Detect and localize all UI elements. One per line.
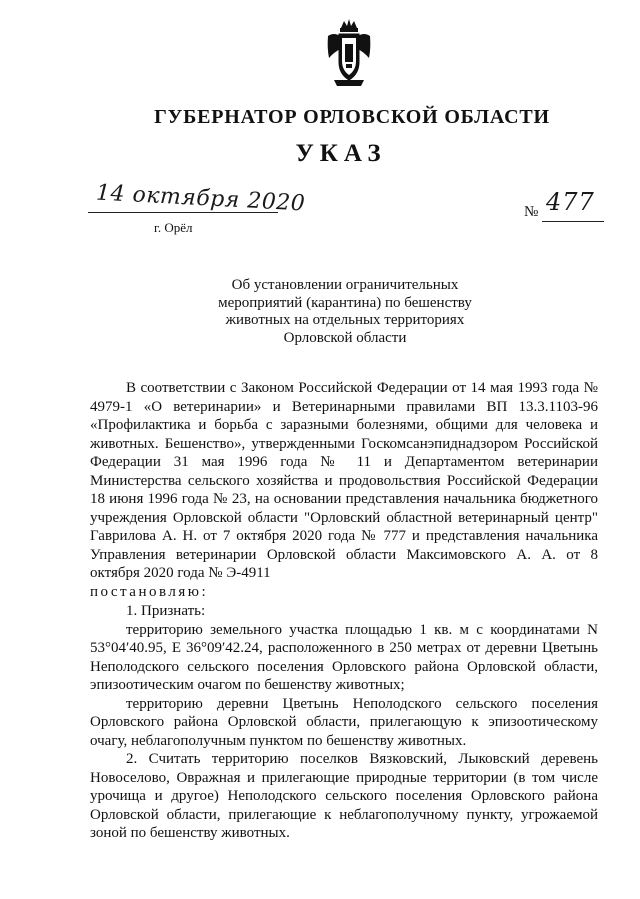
document-type: УКАЗ [295, 140, 387, 167]
document-title [180, 277, 510, 347]
item-paragraph: 1. Признать: [126, 603, 206, 619]
date-underline [88, 212, 278, 213]
item-paragraph: 2. Считать территорию поселков Вязковский, Лыковский деревень Новоселово, Овражная и прилегающие природные территории (в том числе урочища и другое) Неполодского сельского поселения Орловского района Орловской области, прилегающие к неблагополучному пункту, угрожаемой зоной по бешенству животных. [90, 751, 598, 841]
title-line: Орловской области [283, 329, 407, 346]
item-paragraph: территорию деревни Цветынь Неполодского сельского поселения Орловского района Орловской области, прилегающую к эпизоотическому очагу, неблагополучным пунктом по бешенству животных. [90, 695, 598, 749]
title-line: Об установлении ограничительных [231, 277, 459, 293]
handwritten-date: 14 октября 2020 [95, 180, 306, 217]
preamble-block [90, 379, 598, 601]
issuing-authority: ГУБЕРНАТОР ОРЛОВСКОЙ ОБЛАСТИ [154, 106, 550, 128]
title-line: животных на отдельных территориях [225, 312, 465, 328]
number-underline [542, 221, 604, 222]
decree-word: постановляю: [90, 583, 209, 600]
preamble-paragraph: В соответствии с Законом Российской Федерации от 14 мая 1993 года № 4979-1 «О ветеринарии» и Ветеринарными правилами ВП 13.3.1103-96 «Профилактика и борьба с заразными болезнями, общими для человека и животных. Бешенство», утвержденными Госкомсанэпиднадзором Российской Федерации 31 мая 1996 года № 11 и Департаментом ветеринарии Министерства сельского хозяйства и продовольствия Российской Федерации 18 июня 1996 года № 23, на основании представления начальника бюджетного учреждения Орловской области "Орловский областной ветеринарный центр" Гаврилова А. Н. от 7 октября 2020 года № 777 и представления начальника Управления ветеринарии Орловской области Максимовского А. А. от 8 октября 2020 года № Э-4911 [90, 380, 598, 581]
title-line: мероприятий (карантина) по бешенству [218, 294, 472, 311]
coat-of-arms-icon [326, 18, 372, 88]
number-label: № [524, 204, 539, 220]
item-paragraph: территорию земельного участка площадью 1 кв. м с координатами N 53°04′40.95, E 36°09′42.24, расположенного в 250 метрах от деревни Цветынь Неполодского сельского поселения Орловского района Орловской области, эпизоотическим очагом по бешенству животных; [90, 621, 598, 693]
city-label: г. Орёл [154, 220, 193, 235]
decree-items [90, 602, 598, 843]
handwritten-number: 477 [546, 188, 595, 216]
